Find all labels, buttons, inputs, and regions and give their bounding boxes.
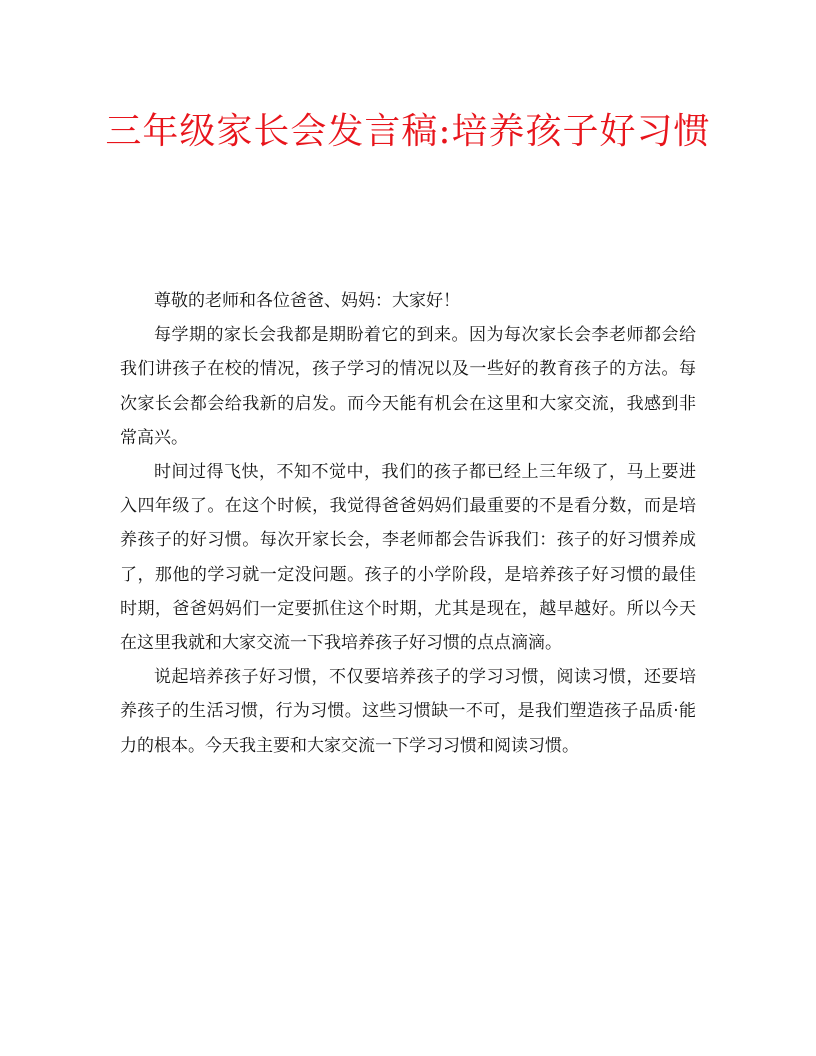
document-title: 三年级家长会发言稿:培养孩子好习惯 [105, 111, 711, 152]
paragraph-1: 每学期的家长会我都是期盼着它的到来。因为每次家长会李老师都会给我们讲孩子在校的情况，孩子学习的情况以及一些好的教育孩子的方法。每次家长会都会给我新的启发。而今天能有机会在这里和大家交流，我感到非常高兴。 [120, 325, 696, 448]
paragraph-3: 说起培养孩子好习惯，不仅要培养孩子的学习习惯，阅读习惯，还要培养孩子的生活习惯，行为习惯。这些习惯缺一不可，是我们塑造孩子品质·能力的根本。今天我主要和大家交流一下学习习惯和阅读习惯。 [120, 667, 696, 756]
paragraph-greeting: 尊敬的老师和各位爸爸、妈妈：大家好！ [154, 291, 460, 311]
paragraph-2: 时间过得飞快，不知不觉中，我们的孩子都已经上三年级了，马上要进入四年级了。在这个时候，我觉得爸爸妈妈们最重要的不是看分数，而是培养孩子的好习惯。每次开家长会，李老师都会告诉我们：孩子的好习惯养成了，那他的学习就一定没问题。孩子的小学阶段，是培养孩子好习惯的最佳时期，爸爸妈妈们一定要抓住这个时期，尤其是现在，越早越好。所以今天在这里我就和大家交流一下我培养孩子好习惯的点点滴滴。 [120, 462, 696, 654]
document-body [120, 284, 696, 763]
